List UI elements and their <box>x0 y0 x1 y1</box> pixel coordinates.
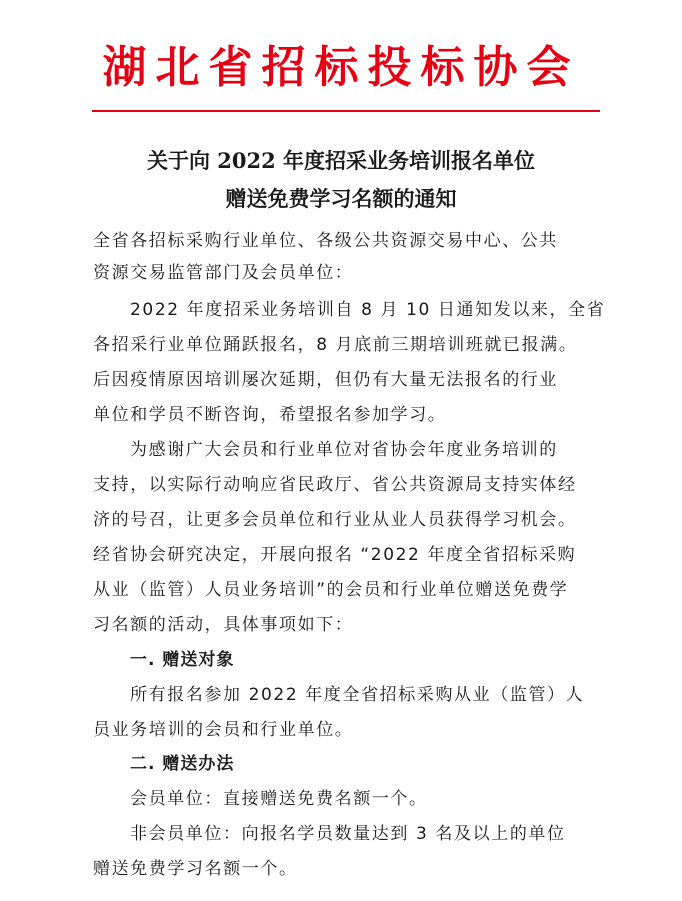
salutation-line-2: 资源交易监管部门及会员单位： <box>93 263 354 283</box>
paragraph-1-line-1: 2022 年度招采业务培训自 8 月 10 日通知发以来，全省 <box>130 300 606 320</box>
paragraph-1-line-2: 各招采行业单位踊跃报名，8 月底前三期培训班就已报满。 <box>93 335 578 355</box>
section-2-line-3: 赠送免费学习名额一个。 <box>93 859 298 879</box>
section-heading-2: 二. 赠送办法 <box>130 754 235 774</box>
red-divider-line <box>92 110 600 112</box>
salutation-line-1: 全省各招标采购行业单位、各级公共资源交易中心、公共 <box>93 231 558 251</box>
section-2-line-2: 非会员单位：向报名学员数量达到 3 名及以上的单位 <box>130 824 566 844</box>
section-1-line-1: 所有报名参加 2022 年度全省招标采购从业（监管）人 <box>130 685 585 705</box>
paragraph-2-line-3: 济的号召，让更多会员单位和行业从业人员获得学习机会。 <box>93 510 577 530</box>
org-name-header: 湖北省招标投标协会 <box>102 42 580 93</box>
paragraph-2-line-5: 从业（监管）人员业务培训”的会员和行业单位赠送免费学 <box>93 580 569 600</box>
paragraph-1-line-3: 后因疫情原因培训屡次延期，但仍有大量无法报名的行业 <box>93 370 558 390</box>
section-2-line-1: 会员单位：直接赠送免费名额一个。 <box>130 789 428 809</box>
document-title-line-2: 赠送免费学习名额的通知 <box>225 186 457 211</box>
document-title-line-1: 关于向 2022 年度招采业务培训报名单位 <box>146 148 536 173</box>
paragraph-2-line-6: 习名额的活动，具体事项如下： <box>93 615 354 635</box>
paragraph-2-line-4: 经省协会研究决定，开展向报名 “2022 年度全省招标采购 <box>93 545 577 565</box>
paragraph-2-line-1: 为感谢广大会员和行业单位对省协会年度业务培训的 <box>130 440 558 460</box>
section-1-line-2: 员业务培训的会员和行业单位。 <box>93 720 354 740</box>
section-heading-1: 一. 赠送对象 <box>130 650 235 670</box>
paragraph-1-line-4: 单位和学员不断咨询，希望报名参加学习。 <box>93 405 447 425</box>
paragraph-2-line-2: 支持，以实际行动响应省民政厅、省公共资源局支持实体经 <box>93 475 577 495</box>
